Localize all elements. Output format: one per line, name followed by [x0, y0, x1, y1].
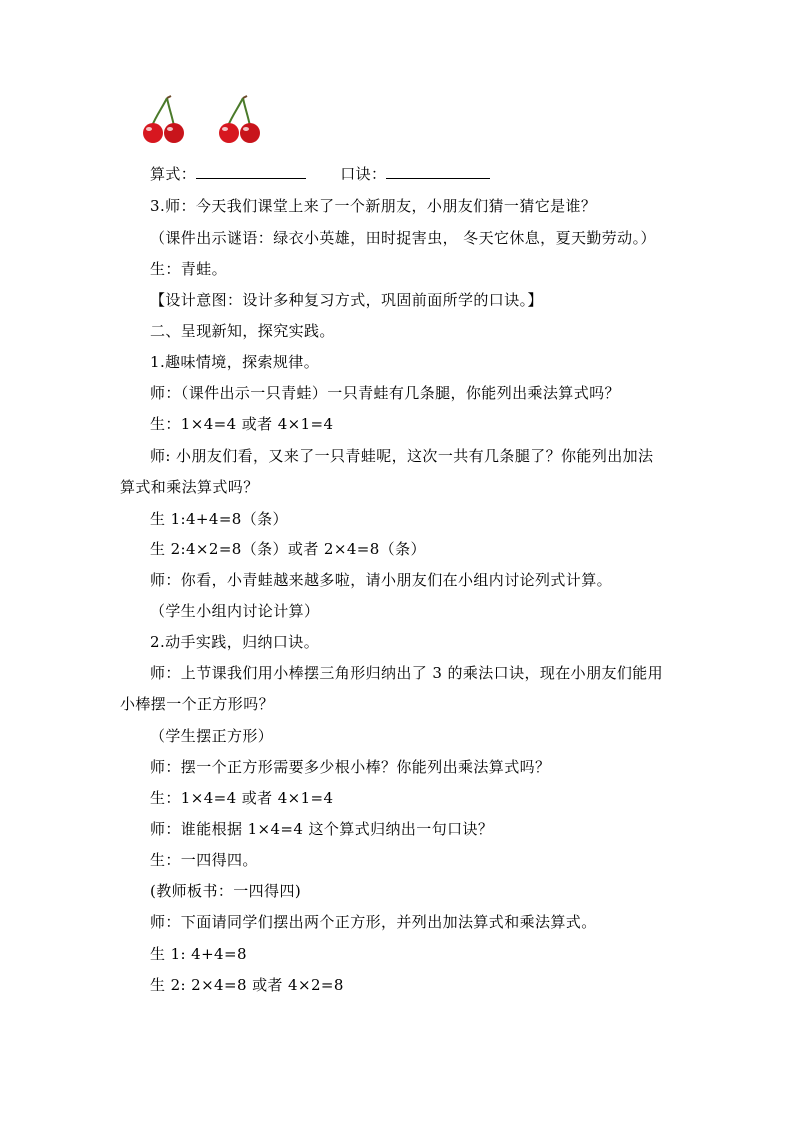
- paragraph-line: 算式和乘法算式吗？: [120, 478, 259, 496]
- paragraph-line: 师：谁能根据 1×4=4 这个算式归纳出一句口诀？: [150, 820, 494, 838]
- paragraph-line: 生 2: 2×4=8 或者 4×2=8: [150, 976, 344, 994]
- cherries-illustration: [140, 94, 270, 146]
- paragraph-line: 师：（课件出示一只青蛙）一只青蛙有几条腿，你能列出乘法算式吗？: [150, 384, 620, 402]
- formula-blank[interactable]: [196, 164, 306, 179]
- cherry-pair-icon: [216, 94, 266, 146]
- paragraph-line: 生 1: 4+4=8: [150, 945, 247, 963]
- cherry-pair-icon: [140, 94, 190, 146]
- paragraph-line: 小棒摆一个正方形吗？: [120, 695, 275, 713]
- section-heading: 二、呈现新知，探究实践。: [150, 322, 335, 340]
- paragraph-line: 生：青蛙。: [150, 260, 228, 278]
- paragraph-line: 师：你看，小青蛙越来越多啦，请小朋友们在小组内讨论列式计算。: [150, 571, 613, 589]
- paragraph-line: 3.师：今天我们课堂上来了一个新朋友，小朋友们猜一猜它是谁？: [150, 197, 597, 215]
- answer-row: [150, 164, 490, 184]
- paragraph-line: 生：一四得四。: [150, 851, 258, 869]
- subsection-heading: 1.趣味情境，探索规律。: [150, 353, 320, 371]
- paragraph-line: 生：1×4=4 或者 4×1=4: [150, 415, 334, 433]
- paragraph-line: (教师板书：一四得四): [150, 882, 302, 900]
- paragraph-line: 生：1×4=4 或者 4×1=4: [150, 789, 334, 807]
- paragraph-line: 师: 小朋友们看，又来了一只青蛙呢，这次一共有几条腿了？你能列出加法: [150, 447, 654, 465]
- formula-label: 算式：: [150, 165, 197, 183]
- paragraph-line: 师：上节课我们用小棒摆三角形归纳出了 3 的乘法口诀，现在小朋友们能用: [150, 664, 664, 682]
- subsection-heading: 2.动手实践，归纳口诀。: [150, 633, 320, 651]
- paragraph-line: 师：摆一个正方形需要多少根小棒？你能列出乘法算式吗？: [150, 758, 551, 776]
- paragraph-line: 生 1:4+4=8（条）: [150, 510, 288, 528]
- design-intent-line: 【设计意图：设计多种复习方式，巩固前面所学的口诀。】: [150, 291, 543, 309]
- paragraph-line: 师：下面请同学们摆出两个正方形，并列出加法算式和乘法算式。: [150, 913, 597, 931]
- paragraph-line: 生 2:4×2=8（条）或者 2×4=8（条）: [150, 540, 426, 558]
- rhyme-label: 口诀：: [340, 165, 387, 183]
- paragraph-line: （学生摆正方形）: [150, 727, 274, 745]
- rhyme-blank[interactable]: [386, 164, 490, 179]
- paragraph-line: （课件出示谜语：绿衣小英雄，田时捉害虫， 冬天它休息，夏天勤劳动。）: [150, 229, 656, 247]
- paragraph-line: （学生小组内讨论计算）: [150, 602, 320, 620]
